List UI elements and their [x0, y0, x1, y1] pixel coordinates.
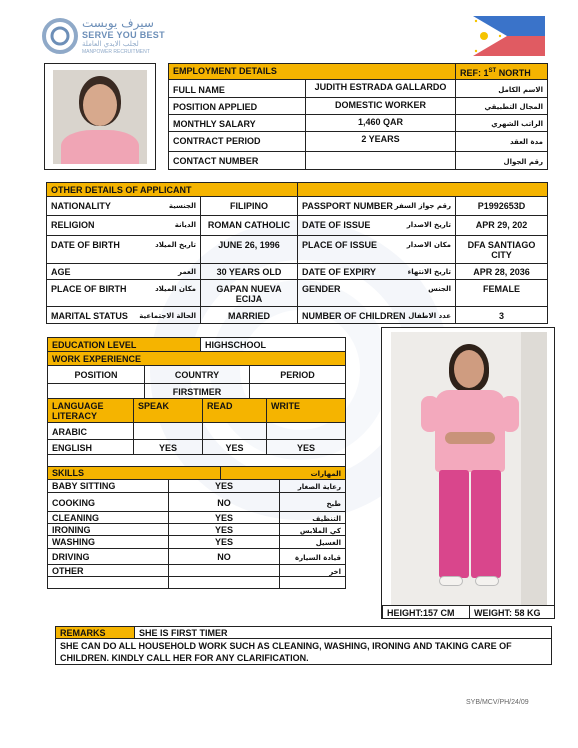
monthly-salary-value: 1,460 QAR — [305, 114, 456, 132]
contract-period-value: 2 YEARS — [305, 131, 456, 152]
language-col-speak: SPEAK — [133, 398, 203, 423]
date-of-issue-label: DATE OF ISSUE تاريخ الاصدار — [297, 215, 456, 236]
skills-table — [47, 479, 346, 589]
full-name-value: JUDITH ESTRADA GALLARDO — [305, 79, 456, 98]
place-of-birth-label: PLACE OF BIRTH مكان الميلاد — [46, 279, 201, 307]
work-row-right — [249, 383, 346, 399]
skill-arabic: طبخ — [279, 492, 346, 512]
logo-sub: MANPOWER RECRUITMENT — [82, 49, 150, 55]
place-of-birth-value: GAPAN NUEVA ECIJA — [200, 279, 298, 307]
education-level-label: EDUCATION LEVEL — [47, 337, 201, 352]
skills-header: SKILLS — [47, 466, 221, 480]
other-details-header: OTHER DETAILS OF APPLICANT — [46, 182, 298, 197]
place-of-issue-label: PLACE OF ISSUE مكان الاصدار — [297, 235, 456, 264]
language-english-read: YES — [202, 439, 267, 455]
place-of-issue-value: DFA SANTIAGO CITY — [455, 235, 548, 264]
education-level-value: HIGHSCHOOL — [200, 337, 346, 352]
reference-number: REF: 1ST NORTH — [455, 63, 548, 80]
skill-empty — [279, 576, 346, 589]
profile-photo-frame — [44, 63, 156, 170]
date-of-birth-value: JUNE 26, 1996 — [200, 235, 298, 264]
position-applied-label: POSITION APPLIED — [168, 97, 306, 115]
work-col-country: COUNTRY — [144, 365, 250, 384]
contact-number-value — [305, 151, 456, 170]
skill-empty — [168, 576, 280, 589]
skill-arabic: كي الملابس — [279, 523, 346, 536]
language-arabic-write — [266, 422, 346, 440]
contract-period-label: CONTRACT PERIOD — [168, 131, 306, 152]
height-value: HEIGHT:157 CM — [382, 605, 470, 619]
document-code: SYB/MCV/PH/24/09 — [466, 699, 529, 706]
skill-name: CLEANING — [47, 511, 169, 524]
full-body-photo-frame — [381, 327, 555, 619]
remarks-label: REMARKS — [55, 626, 135, 639]
employment-details-header: EMPLOYMENT DETAILS — [168, 63, 456, 80]
skill-arabic: اخر — [279, 564, 346, 577]
position-applied-value: DOMESTIC WORKER — [305, 97, 456, 115]
skill-name: COOKING — [47, 492, 169, 512]
skills-header-arabic: المهارات — [220, 466, 346, 480]
full-name-label: FULL NAME — [168, 79, 306, 98]
number-of-children-value: 3 — [455, 306, 548, 324]
monthly-salary-arabic: الراتب الشهري — [455, 114, 548, 132]
passport-number-value: P1992653D — [455, 196, 548, 216]
logo-arabic-sub: لجلب الايدي العاملة — [82, 40, 139, 48]
language-english-write: YES — [266, 439, 346, 455]
language-arabic-read — [202, 422, 267, 440]
skill-value: YES — [168, 523, 280, 536]
other-details-header-right — [297, 182, 548, 197]
contact-number-arabic: رقم الجوال — [455, 151, 548, 170]
full-name-arabic: الاسم الكامل — [455, 79, 548, 98]
remarks-long: SHE CAN DO ALL HOUSEHOLD WORK SUCH AS CLEANING, WASHING, IRONING AND TAKING CARE OF CHILDREN. KINDLY CALL HER FOR ANY CLARIFICATION. — [55, 638, 552, 665]
logo-name: SERVE YOU BEST — [82, 30, 165, 40]
language-english-label: ENGLISH — [47, 439, 134, 455]
nationality-value: FILIPINO — [200, 196, 298, 216]
number-of-children-label: NUMBER OF CHILDREN عدد الاطفال — [297, 306, 456, 324]
marital-status-label: MARITAL STATUS الحالة الاجتماعية — [46, 306, 201, 324]
marital-status-value: MARRIED — [200, 306, 298, 324]
language-arabic-label: ARABIC — [47, 422, 134, 440]
date-of-expiry-label: DATE OF EXPIRY تاريخ الانتهاء — [297, 263, 456, 280]
date-of-birth-label: DATE OF BIRTH تاريخ الميلاد — [46, 235, 201, 264]
contract-period-arabic: مدة العقد — [455, 131, 548, 152]
religion-value: ROMAN CATHOLIC — [200, 215, 298, 236]
profile-photo — [53, 70, 147, 164]
age-label: AGE العمر — [46, 263, 201, 280]
work-experience-value: FIRSTIMER — [144, 383, 250, 399]
work-col-position: POSITION — [47, 365, 145, 384]
passport-number-label: PASSPORT NUMBER رقم جواز السفر — [297, 196, 456, 216]
philippine-flag-icon — [473, 16, 545, 56]
work-col-period: PERIOD — [249, 365, 346, 384]
language-arabic-speak — [133, 422, 203, 440]
remarks-short: SHE IS FIRST TIMER — [134, 626, 552, 639]
religion-label: RELIGION الديانة — [46, 215, 201, 236]
language-col-read: READ — [202, 398, 267, 423]
monthly-salary-label: MONTHLY SALARY — [168, 114, 306, 132]
date-of-issue-value: APR 29, 202 — [455, 215, 548, 236]
gender-label: GENDER الجنس — [297, 279, 456, 307]
skill-name: BABY SITTING — [47, 479, 169, 493]
work-row-left — [47, 383, 145, 399]
company-logo — [42, 16, 182, 60]
full-body-photo — [391, 332, 547, 605]
skill-name: IRONING — [47, 523, 169, 536]
language-literacy-header: LANGUAGE LITERACY — [47, 398, 134, 423]
skill-arabic: رعاية الصغار — [279, 479, 346, 493]
skill-name: DRIVING — [47, 548, 169, 565]
skill-name: WASHING — [47, 535, 169, 549]
skill-arabic: الغسيل — [279, 535, 346, 549]
weight-value: WEIGHT: 58 KG — [469, 605, 555, 619]
skill-value: NO — [168, 492, 280, 512]
logo-arabic-name: سيرف يوبست — [82, 16, 154, 30]
age-value: 30 YEARS OLD — [200, 263, 298, 280]
nationality-label: NATIONALITY الجنسية — [46, 196, 201, 216]
language-english-speak: YES — [133, 439, 203, 455]
skill-name: OTHER — [47, 564, 169, 577]
gender-value: FEMALE — [455, 279, 548, 307]
work-experience-header: WORK EXPERIENCE — [47, 351, 346, 366]
date-of-expiry-value: APR 28, 2036 — [455, 263, 548, 280]
skill-arabic: التنظيف — [279, 511, 346, 524]
skill-empty — [47, 576, 169, 589]
position-applied-arabic: المجال التطبيقي — [455, 97, 548, 115]
skill-value: YES — [168, 479, 280, 493]
skill-value: YES — [168, 535, 280, 549]
logo-mark-icon — [42, 18, 78, 54]
contact-number-label: CONTACT NUMBER — [168, 151, 306, 170]
language-col-write: WRITE — [266, 398, 346, 423]
skill-arabic: قيادة السيارة — [279, 548, 346, 565]
skill-value: YES — [168, 511, 280, 524]
skill-value: NO — [168, 548, 280, 565]
